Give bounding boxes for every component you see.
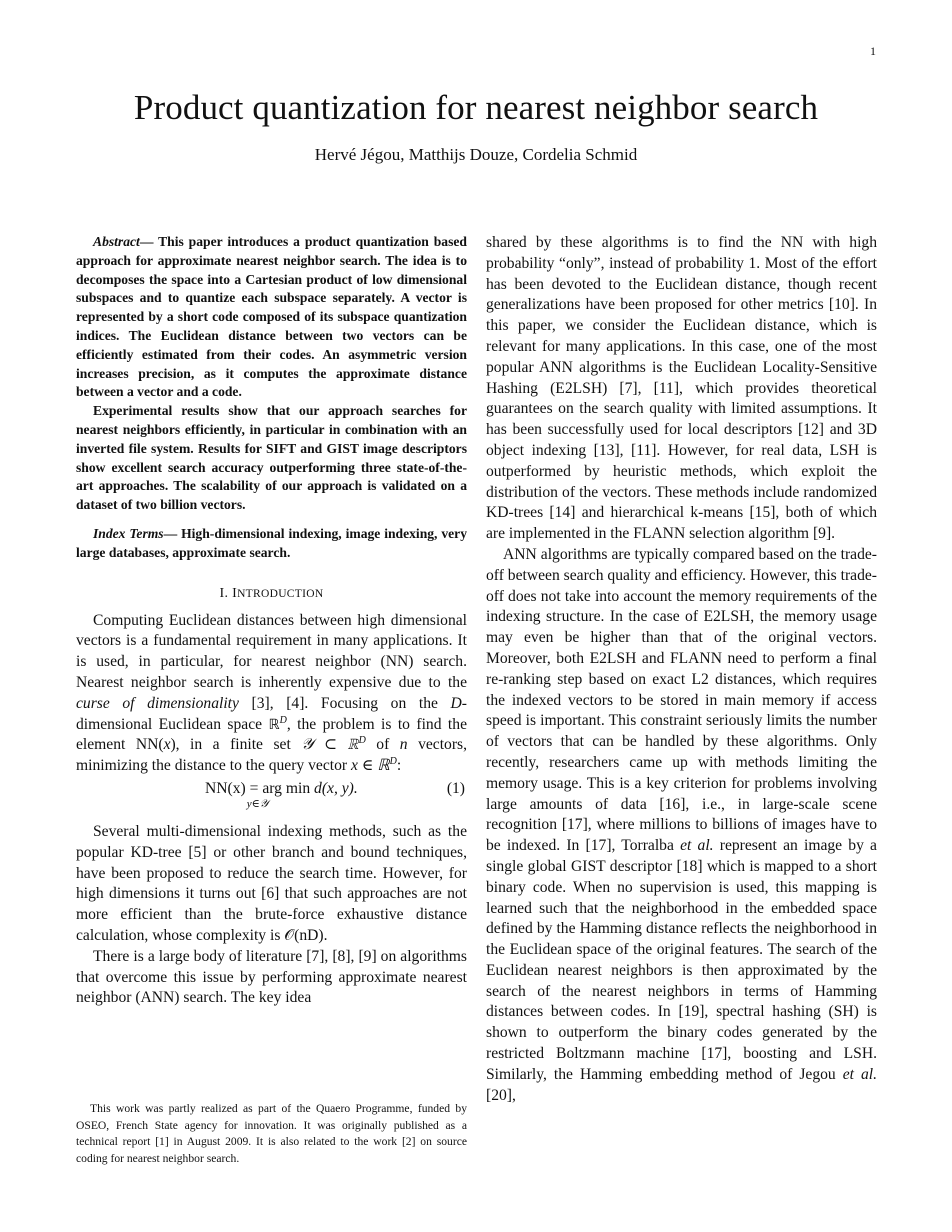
intro-paragraph-2: Several multi-dimensional indexing methods, such as the popular KD-tree [5] or other branch and bound techniques, have been proposed to reduce the search time. However, for high dimensions it turns out [6] that such approaches are not more efficient than the brute-force exhaustive distance calculation, whose complexity is 𝒪(nD).: [76, 822, 467, 944]
equation-number: (1): [446, 779, 465, 797]
intro-paragraph-1: Computing Euclidean distances between high dimensional vectors is a fundamental requirement in many applications. It is used, in particular, for nearest neighbor (NN) search. Nearest neighbor search is inherently expensive due to the curse of dimensionality [3], [4]. Focusing on the D-dimensional Euclidean space ℝ$^D$, the problem is to find the element NN(x), in a finite set 𝒴 ⊂ ℝ$^D$ of n vectors, minimizing the distance to the query vector x ∈ ℝ$^D$:: [76, 611, 468, 775]
footnote: This work was partly realized as part of the Quaero Programme, funded by OSEO, French State agency for innovation. It was originally published as a technical report [1] in August 2009. It is also related to the work [2] on source coding for nearest neighbor search.: [76, 1102, 467, 1165]
abstract-paragraph-2: Experimental results show that our approach searches for nearest neighbors efficiently, in particular in combination with an inverted file system. Results for SIFT and GIST image descriptors show excellent search accuracy outperforming three state-of-the-art approaches. The scalability of our approach is validated on a dataset of two billion vectors.: [76, 403, 467, 513]
equation-body: NN(x) = arg min y∈𝒴 d(x, y).: [205, 779, 358, 810]
equation-subscript: y∈𝒴: [246, 797, 269, 810]
right-column: [486, 233, 877, 1106]
equation-1: [76, 780, 467, 814]
index-terms: Index Terms— High-dimensional indexing, image indexing, very large databases, approximate search.: [76, 525, 467, 560]
index-terms-label: Index Terms: [93, 525, 164, 541]
intro-paragraph-3: There is a large body of literature [7], [8], [9] on algorithms that overcome this issue by performing approximate nearest neighbor (ANN) search. The key idea: [76, 947, 467, 1007]
abstract-paragraph-1: Abstract— This paper introduces a product quantization based approach for approximate nearest neighbor search. The idea is to decomposes the space into a Cartesian product of low dimensional subspaces and to quantize each subspace separately. A vector is represented by a short code composed of its subspace quantization indices. The Euclidean distance between two vectors can be efficiently estimated from their codes. An asymmetric version increases precision, as it computes the approximate distance between a vector and a code.: [76, 234, 467, 400]
author-list: Hervé Jégou, Matthijs Douze, Cordelia Schmid: [314, 145, 638, 164]
right-paragraph-1: shared by these algorithms is to find the NN with high probability “only”, instead of probability 1. Most of the effort has been devoted to the Euclidean distance, though recent generalizations have been proposed for other metrics [10]. In this paper, we consider the Euclidean distance, which is relevant for many applications. In this case, one of the most popular ANN algorithms is the Euclidean Locality-Sensitive Hashing (E2LSH) [7], [11], which provides theoretical guarantees on the search quality with limited assumptions. It has been successfully used for local descriptors [12] and 3D object indexing [13], [11]. However, for real data, LSH is outperformed by heuristic methods, which exploit the distribution of the vectors. These methods include randomized KD-trees [14] and hierarchical k-means [15], both of which are implemented in the FLANN selection algorithm [9].: [486, 234, 877, 543]
page-number: 1: [870, 44, 876, 58]
abstract: [76, 233, 467, 515]
left-column: [76, 233, 467, 1009]
abstract-label: Abstract: [93, 234, 140, 249]
right-paragraph-2: ANN algorithms are typically compared based on the trade-off between search quality and efficiency. However, this trade-off does not take into account the memory requirements of the indexing structure. In the case of E2LSH, the memory usage may even be higher than that of the original vectors. Moreover, both E2LSH and FLANN need to perform a final re-ranking step based on exact L2 distances, which requires the indexed vectors to be stored in main memory if access speed is important. This constraint seriously limits the number of vectors that can be handled by these algorithms. Only recently, researchers came up with methods limiting the memory usage. This is a key criterion for problems involving large amounts of data [16], i.e., in large-scale scene recognition [17], where millions to billions of images have to be indexed. In [17], Torralba et al. represent an image by a single global GIST descriptor [18] which is mapped to a short binary code. When no supervision is used, this mapping is learned such that the neighborhood in the embedded space defined by the Hamming distance reflects the neighborhood in the Euclidean space of the original features. The search of the Euclidean nearest neighbors is then approximated by the search of the nearest neighbors in terms of Hamming distances between codes. In [19], spectral hashing (SH) is shown to outperform the binary codes generated by the restricted Boltzmann machine [17], boosting and LSH. Similarly, the Hamming embedding method of Jegou et al. [20],: [486, 545, 877, 1104]
section-heading-introduction: I. INTRODUCTION: [219, 585, 324, 601]
paper-title: Product quantization for nearest neighbor search: [133, 88, 819, 127]
